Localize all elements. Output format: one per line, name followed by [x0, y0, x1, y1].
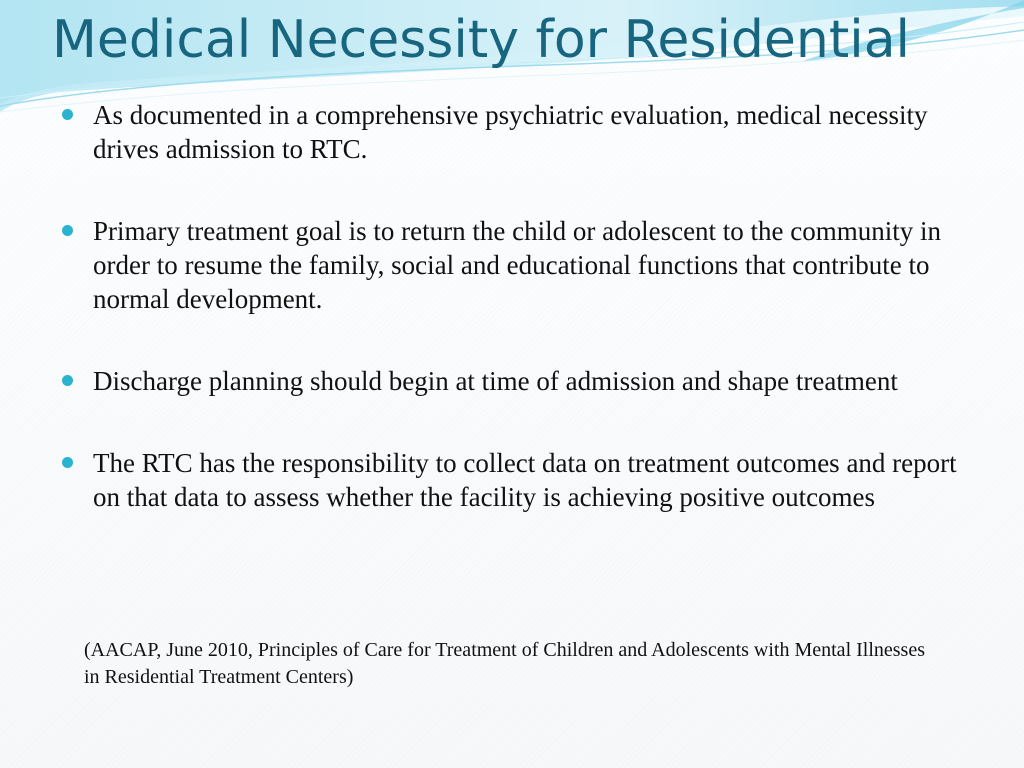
bullet-dot-icon [62, 375, 73, 386]
bullet-list [60, 98, 970, 514]
bullet-item [60, 446, 970, 514]
bullet-item [60, 214, 970, 316]
bullet-text: Discharge planning should begin at time of admission and shape treatment [93, 366, 898, 396]
bullet-item [60, 98, 970, 166]
slide-title: Medical Necessity for Residential [52, 10, 910, 70]
bullet-text: The RTC has the responsibility to collect data on treatment outcomes and report on that data to assess whether the facility is achieving positive outcomes [93, 448, 957, 512]
bullet-dot-icon [62, 457, 73, 468]
bullet-item [60, 364, 970, 398]
citation: (AACAP, June 2010, Principles of Care for Treatment of Children and Adolescents with Mental Illnesses in Residential Treatment Centers) [84, 639, 925, 688]
bullet-dot-icon [62, 225, 73, 236]
bullet-dot-icon [62, 109, 73, 120]
bullet-text: Primary treatment goal is to return the child or adolescent to the community in order to resume the family, social and educational functions that contribute to normal development. [93, 216, 942, 314]
bullet-text: As documented in a comprehensive psychiatric evaluation, medical necessity drives admission to RTC. [93, 100, 928, 164]
